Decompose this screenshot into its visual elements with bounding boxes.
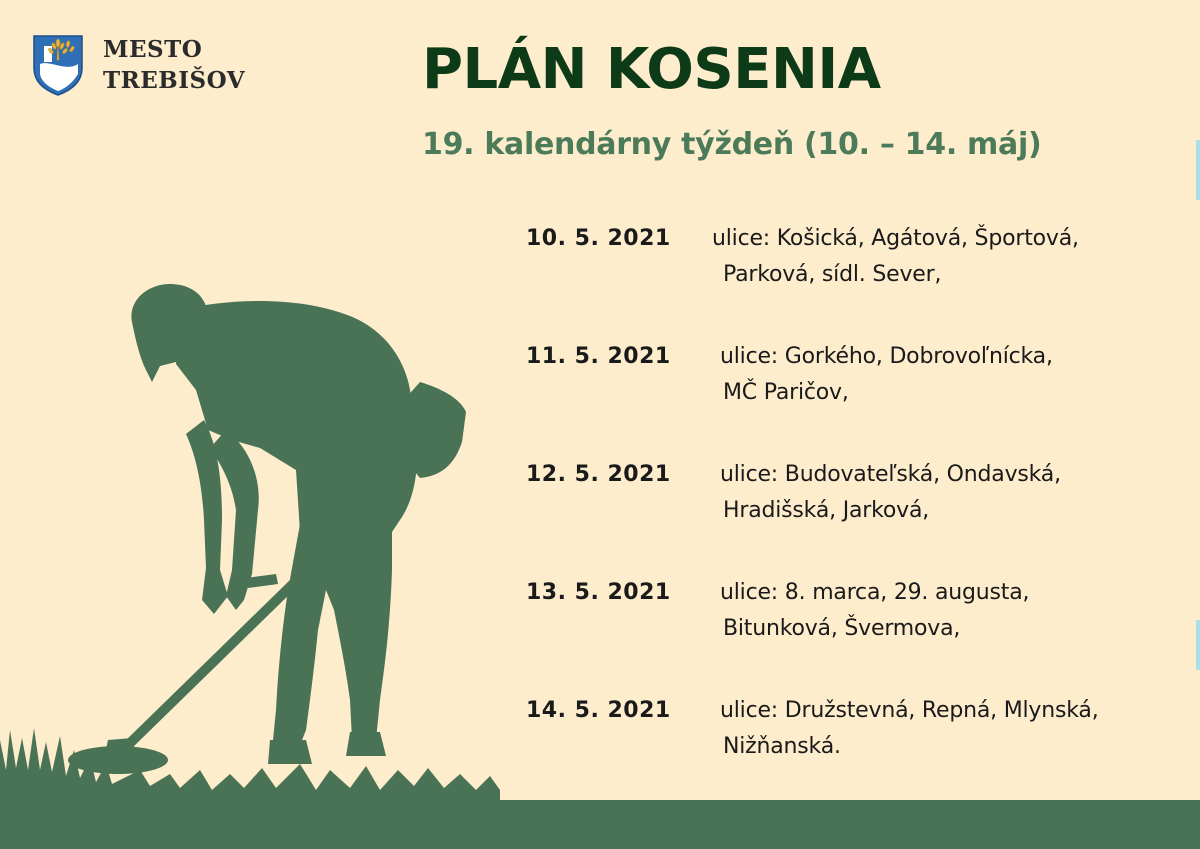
schedule-date: 10. 5. 2021 (526, 226, 671, 251)
person-mowing-silhouette (0, 270, 500, 810)
coat-of-arms-icon (32, 34, 84, 96)
schedule-streets-line-1: ulice: Košická, Agátová, Športová, (712, 226, 1079, 251)
schedule-streets-line-1: ulice: Družstevná, Repná, Mlynská, (720, 698, 1099, 723)
schedule-entry (526, 688, 1186, 806)
page-title: PLÁN KOSENIA (422, 37, 881, 102)
schedule-entry (526, 334, 1186, 452)
brand-line-1: MESTO (103, 36, 203, 63)
schedule-date: 14. 5. 2021 (526, 698, 671, 723)
schedule-entry (526, 570, 1186, 688)
schedule-streets-line-1: ulice: Budovateľská, Ondavská, (720, 462, 1061, 487)
schedule-streets-line-2: Hradišská, Jarková, (723, 498, 930, 523)
schedule-entry (526, 216, 1186, 334)
schedule-date: 11. 5. 2021 (526, 344, 671, 369)
brand-name (103, 34, 245, 96)
schedule-streets-line-2: Parková, sídl. Sever, (723, 262, 942, 287)
edge-accent (1196, 620, 1200, 670)
schedule-streets-line-1: ulice: Gorkého, Dobrovoľnícka, (720, 344, 1053, 369)
schedule-date: 12. 5. 2021 (526, 462, 671, 487)
schedule-streets-line-2: MČ Paričov, (723, 380, 849, 405)
brand-line-2: TREBIŠOV (103, 67, 246, 94)
mowing-schedule (526, 216, 1186, 806)
schedule-entry (526, 452, 1186, 570)
schedule-streets-line-1: ulice: 8. marca, 29. augusta, (720, 580, 1030, 605)
schedule-date: 13. 5. 2021 (526, 580, 671, 605)
schedule-streets-line-2: Bitunková, Švermova, (723, 616, 961, 641)
page-subtitle: 19. kalendárny týždeň (10. – 14. máj) (422, 127, 1042, 162)
edge-accent (1196, 140, 1200, 200)
ground-strip (0, 800, 1200, 849)
schedule-streets-line-2: Nižňanská. (723, 734, 841, 759)
